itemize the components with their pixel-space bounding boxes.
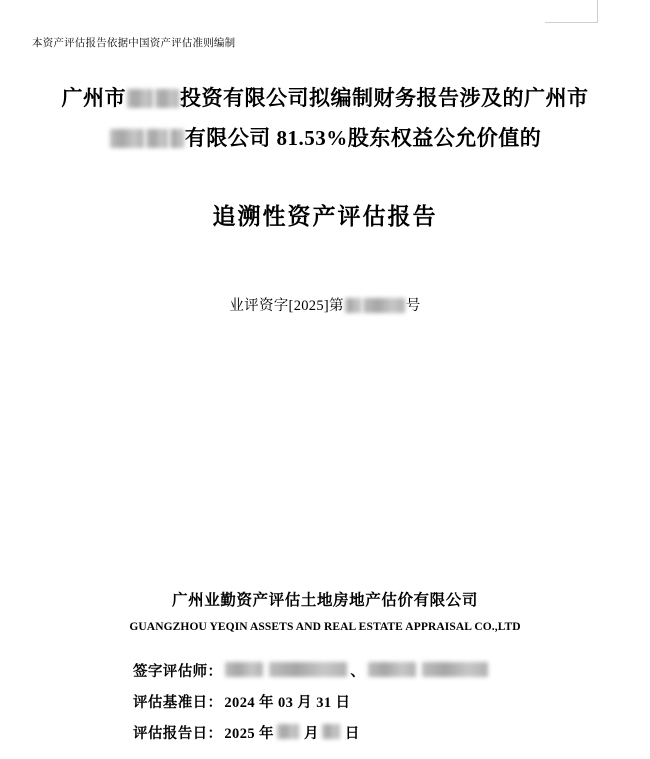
redaction-block xyxy=(110,129,144,148)
base-date-label: 评估基准日： xyxy=(133,695,223,711)
redaction-block xyxy=(422,662,488,677)
page-frame-corner xyxy=(545,0,598,23)
report-date-year: 2025 年 xyxy=(224,726,274,742)
appraiser-label: 签字评估师： xyxy=(133,664,223,680)
report-title-line-1 xyxy=(0,78,650,118)
report-date-label: 评估报告日： xyxy=(133,726,223,742)
meta-row-report-date xyxy=(0,717,650,748)
report-title-line-2 xyxy=(0,118,650,158)
redaction-block xyxy=(170,129,184,148)
redaction-block xyxy=(363,298,405,313)
redaction-block xyxy=(368,662,416,677)
report-title-line-1-suffix: 投资有限公司拟编制财务报告涉及的广州市 xyxy=(180,86,589,110)
redaction-block xyxy=(146,129,168,148)
document-number-prefix: 业评资字[2025]第 xyxy=(229,298,344,314)
redaction-block xyxy=(155,89,179,108)
redaction-block xyxy=(322,724,340,739)
document-meta-list xyxy=(0,655,650,748)
document-number-suffix: 号 xyxy=(405,298,421,314)
firm-name-cn: 广州业勤资产评估土地房地产估价有限公司 xyxy=(172,592,478,609)
report-date-month-unit: 月 xyxy=(303,726,319,742)
base-date-value: 2024 年 03 月 31 日 xyxy=(224,695,351,711)
redaction-block xyxy=(345,298,361,313)
redaction-block xyxy=(127,89,153,108)
redaction-block xyxy=(225,662,263,677)
meta-row-base-date xyxy=(0,686,650,717)
report-title-line-1-prefix: 广州市 xyxy=(61,86,126,110)
report-title-block xyxy=(0,78,650,158)
document-number xyxy=(0,294,650,315)
report-date-day-unit: 日 xyxy=(344,726,360,742)
appraiser-separator: 、 xyxy=(350,664,366,680)
header-note: 本资产评估报告依据中国资产评估准则编制 xyxy=(32,37,236,49)
firm-block xyxy=(0,588,650,633)
firm-name-en: GUANGZHOU YEQIN ASSETS AND REAL ESTATE APPRAISAL CO.,LTD xyxy=(129,621,521,633)
meta-row-appraisers xyxy=(0,655,650,686)
redaction-block xyxy=(277,724,299,739)
page-title: 追溯性资产评估报告 xyxy=(212,204,438,229)
redaction-block xyxy=(269,662,347,677)
report-title-line-2-suffix: 有限公司 81.53%股东权益公允价值的 xyxy=(184,126,542,150)
